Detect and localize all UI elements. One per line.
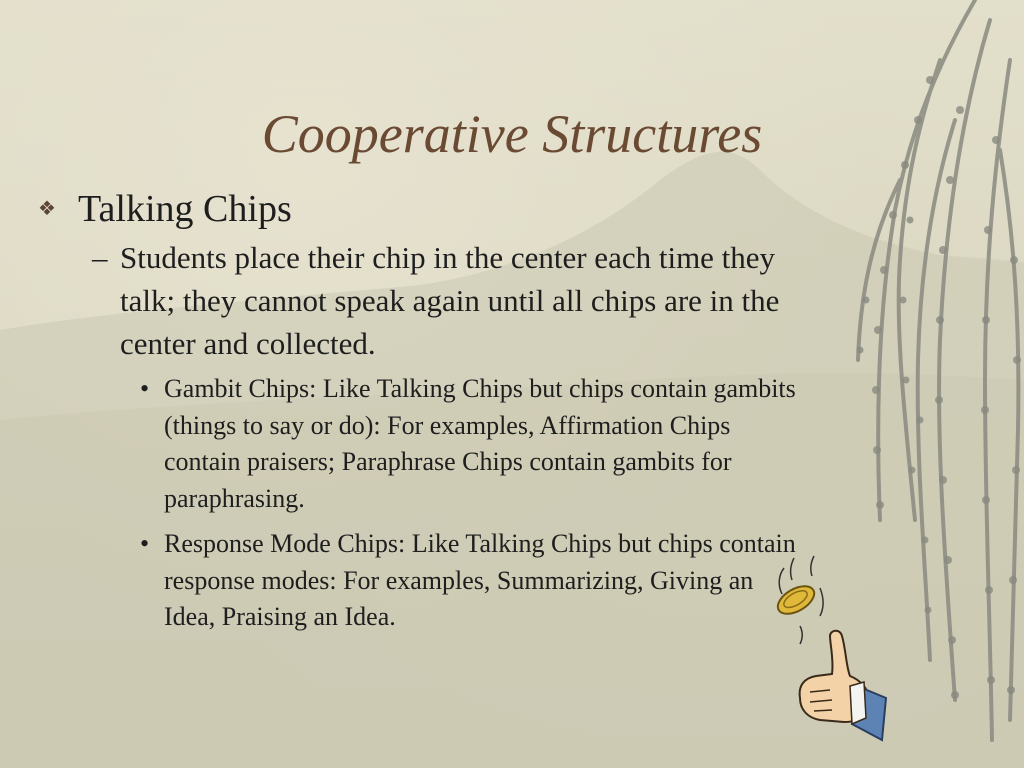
bullet-level3-text: Response Mode Chips: Like Talking Chips but chips contain response modes: For examples, Summarizing, Giving an Idea, Praising an Idea. [164,529,796,631]
diamond-bullet-icon: ❖ [38,198,56,220]
bullet-level1 [36,186,816,232]
bullet-level3-response-mode [36,526,816,636]
dot-bullet: • [140,529,150,558]
bullet-level3-gambit [36,371,816,517]
bullet-list [36,186,816,645]
bullet-level1-text: Talking Chips [78,188,292,230]
bullet-level2 [36,236,816,365]
slide-title [0,102,1024,166]
dot-bullet: • [140,374,150,403]
slide-title-text: Cooperative Structures [261,104,763,164]
bullet-level2-text: Students place their chip in the center each time they talk; they cannot speak again until all chips are in the center and collected. [120,240,780,361]
dash-bullet: – [92,240,108,275]
coin-flip-hand-icon [770,548,890,748]
bullet-level3-text: Gambit Chips: Like Talking Chips but chips contain gambits (things to say or do): For examples, Affirmation Chips contain praisers; Paraphrase Chips contain gambits for paraphrasing. [164,374,796,513]
